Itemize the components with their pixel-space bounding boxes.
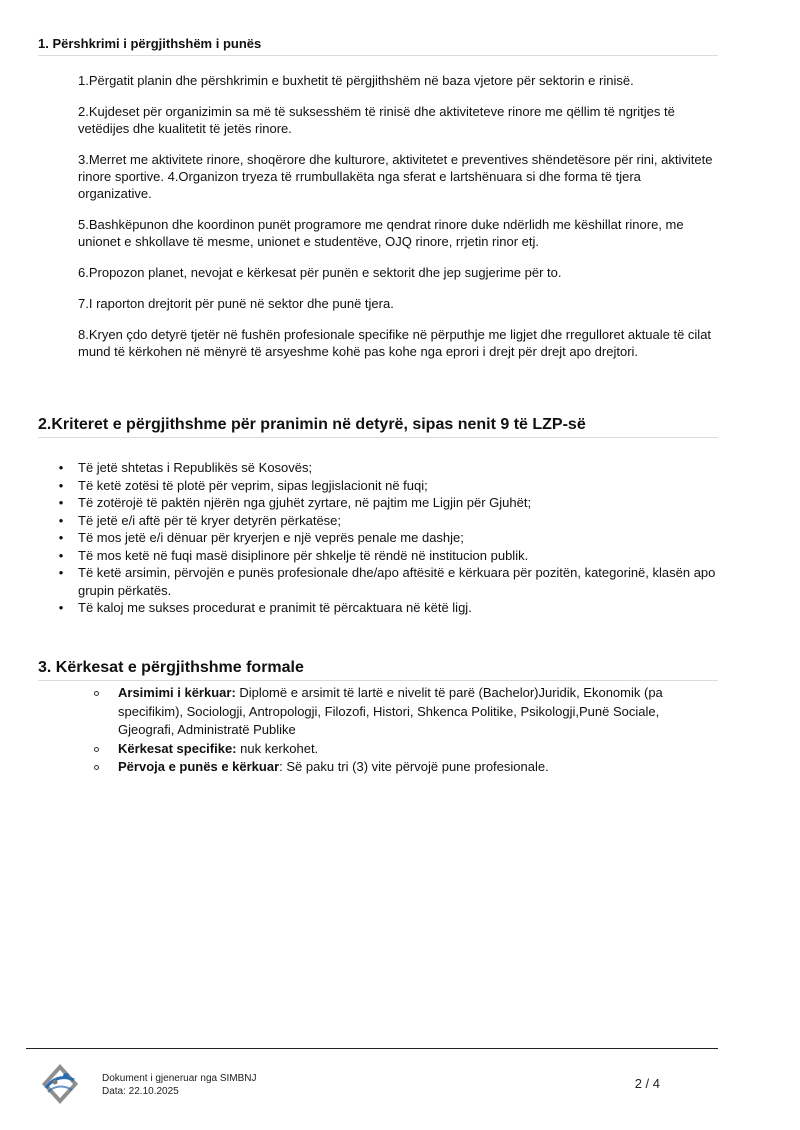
simbnj-logo-icon bbox=[40, 1062, 80, 1106]
list-item bbox=[56, 547, 716, 565]
bullet-icon: • bbox=[58, 600, 64, 615]
criteria-list bbox=[56, 459, 716, 617]
circle-bullet-icon bbox=[94, 747, 99, 752]
list-item-text: Të mos ketë në fuqi masë disiplinore për shkelje të rëndë në institucion publik. bbox=[78, 547, 529, 563]
duty-paragraph-8: 8.Kryen çdo detyrë tjetër në fushën profesionale specifike në përputhje me ligjet dhe rregulloret aktuale të cilat mund të kërkohen në mënyrë të arsyeshme kohë pas kohe nga eprori i drejt për drejt apo drejtori. bbox=[78, 327, 712, 359]
list-item-text: Të mos jetë e/i dënuar për kryerjen e një veprës penale me dashje; bbox=[78, 530, 464, 545]
circle-bullet-icon bbox=[94, 691, 99, 696]
list-item-text: Të kaloj me sukses procedurat e pranimit të përcaktuara në këtë ligj. bbox=[78, 600, 472, 615]
requirements-list bbox=[92, 684, 702, 777]
list-item bbox=[56, 599, 716, 617]
bullet-icon: • bbox=[58, 477, 64, 493]
duty-paragraph-2: 2.Kujdeset për organizimin sa më të suksesshëm të rinisë dhe aktiviteteve rinore me qëllim të ngritjes të vetëdijes dhe kualitetit të jetës rinore. bbox=[78, 104, 675, 136]
requirement-label: Arsimimi i kërkuar: bbox=[118, 685, 236, 700]
requirement-text: : Së paku tri (3) vite përvojë pune profesionale. bbox=[279, 759, 549, 774]
list-item-text: Të zotërojë të paktën njërën nga gjuhët zyrtare, në pajtim me Ligjin për Gjuhët; bbox=[78, 495, 532, 510]
list-item-text: Të ketë arsimin, përvojën e punës profesionale dhe/apo aftësitë e kërkuara për pozitën, kategorinë, klasën apo grupin përkatës. bbox=[78, 565, 716, 598]
list-item bbox=[56, 494, 716, 512]
footer-info bbox=[102, 1072, 257, 1098]
list-item bbox=[56, 512, 716, 530]
requirement-text: nuk kerkohet. bbox=[236, 740, 319, 756]
footer-divider bbox=[26, 1048, 718, 1049]
bullet-icon: • bbox=[58, 530, 64, 545]
section-3-title: 3. Kërkesat e përgjithshme formale bbox=[38, 658, 718, 681]
duty-paragraph-7: 7.I raporton drejtorit për punë në sektor dhe punë tjera. bbox=[78, 296, 394, 311]
bullet-icon: • bbox=[58, 460, 64, 475]
list-item bbox=[56, 459, 716, 477]
list-item bbox=[92, 684, 702, 740]
list-item bbox=[92, 740, 702, 759]
duty-paragraph-1: 1.Përgatit planin dhe përshkrimin e buxhetit të përgjithshëm në baza vjetore për sektorin e rinisë. bbox=[78, 73, 634, 88]
list-item-text: Të ketë zotësi të plotë për veprim, sipas legjislacionit në fuqi; bbox=[78, 477, 428, 493]
requirement-label: Kërkesat specifike: bbox=[118, 740, 237, 756]
footer-generated-by: Dokument i gjeneruar nga SIMBNJ bbox=[102, 1073, 257, 1084]
list-item-text: Të jetë shtetas i Republikës së Kosovës; bbox=[78, 460, 313, 475]
bullet-icon: • bbox=[58, 547, 64, 563]
section-1-body bbox=[78, 72, 714, 374]
footer-date: Data: 22.10.2025 bbox=[102, 1086, 179, 1097]
requirement-label: Përvoja e punës e kërkuar bbox=[118, 759, 280, 774]
circle-bullet-icon bbox=[94, 765, 99, 770]
bullet-icon: • bbox=[58, 565, 64, 580]
duty-paragraph-3: 3.Merret me aktivitete rinore, shoqërore dhe kulturore, aktivitetet e preventives shëndetësore për rini, aktivitete rinore sportive. 4.Organizon tryeza të rrumbullakëta nga sferat e lartshënuara si dhe forma të tjera organizative. bbox=[78, 152, 713, 201]
list-item bbox=[92, 758, 702, 777]
list-item bbox=[56, 564, 716, 599]
section-1-title: 1. Përshkrimi i përgjithshëm i punës bbox=[38, 36, 718, 56]
duty-paragraph-6: 6.Propozon planet, nevojat e kërkesat për punën e sektorit dhe jep sugjerime për to. bbox=[78, 265, 562, 280]
list-item bbox=[56, 529, 716, 547]
bullet-icon: • bbox=[58, 512, 64, 528]
page-number: 2 / 4 bbox=[634, 1076, 660, 1091]
bullet-icon: • bbox=[58, 495, 64, 510]
duty-paragraph-5: 5.Bashkëpunon dhe koordinon punët programore me qendrat rinore duke ndërlidh me këshillat rinore, me unionet e shkollave të mesme, unionet e studentëve, OJQ rinore, rrjetin rinor etj. bbox=[78, 217, 684, 249]
requirement-text: Diplomë e arsimit të lartë e nivelit të parë (Bachelor)Juridik, Ekonomik (pa specifikim), Sociologji, Antropologji, Filozofi, Histori, Shkenca Politike, Psikologji,Punë Sociale, Gjeografi, Administratë Publike bbox=[118, 685, 663, 737]
section-2-title: 2.Kriteret e përgjithshme për pranimin në detyrë, sipas nenit 9 të LZP-së bbox=[38, 415, 718, 438]
list-item-text: Të jetë e/i aftë për të kryer detyrën përkatëse; bbox=[78, 512, 342, 528]
list-item bbox=[56, 477, 716, 495]
